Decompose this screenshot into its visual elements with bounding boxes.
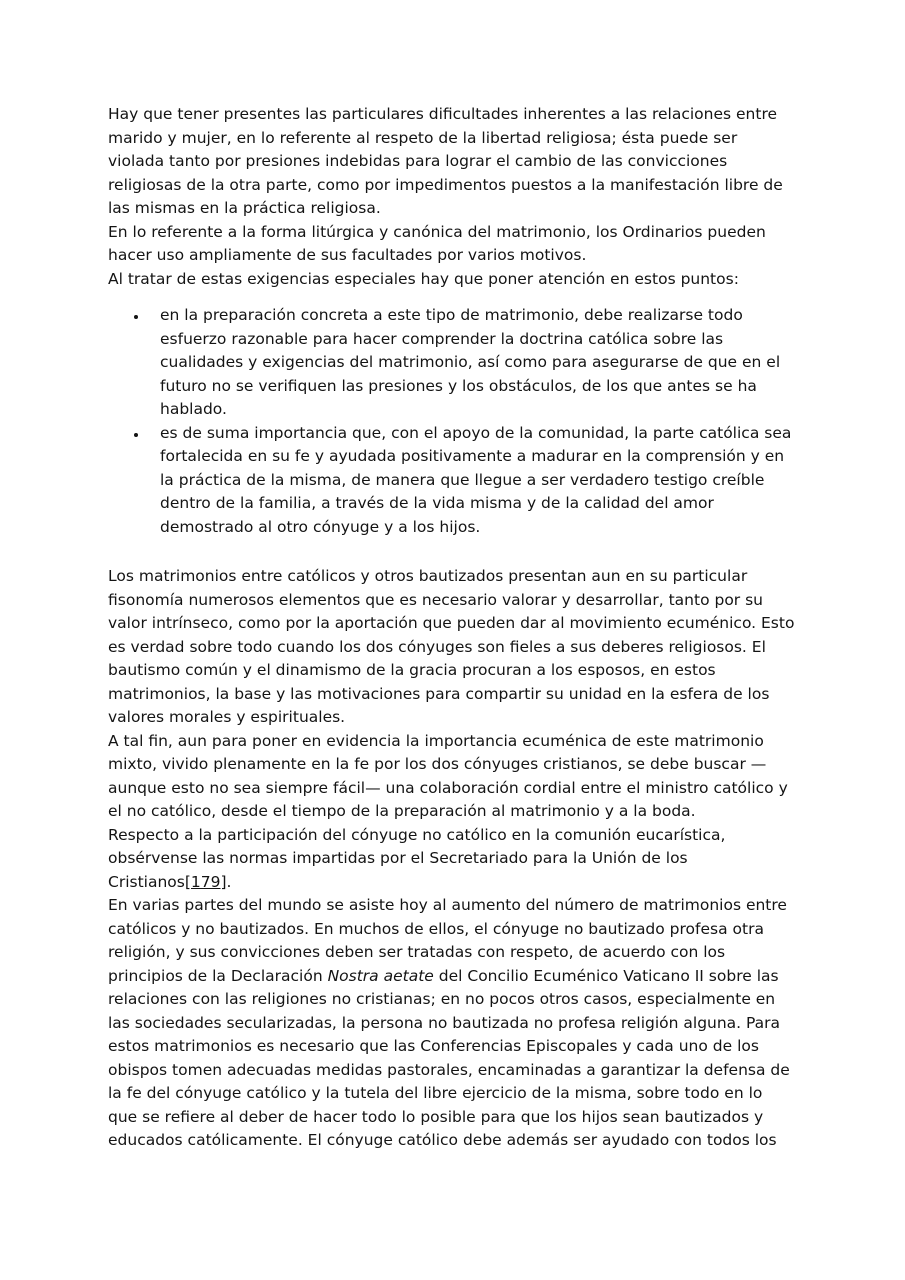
- paragraph-liturgical-form: En lo referente a la forma litúrgica y canónica del matrimonio, los Ordinarios pueden hacer uso ampliamente de sus facultades por varios motivos.: [108, 222, 766, 264]
- document-content: [108, 103, 795, 1153]
- list-item-preparation: • en la preparación concreta a este tipo de matrimonio, debe realizarse todo esfuerzo razonable para hacer comprender la doctrina católica sobre las cualidades y exigencias del matrimonio, así como para asegurarse de que en el futuro no se verifiquen las presiones y los obstáculos, de los que antes se ha hablado.: [148, 304, 795, 422]
- paragraph-non-baptized: [108, 894, 795, 1153]
- paragraph-mixed-marriages: Los matrimonios entre católicos y otros bautizados presentan aun en su particular fisonomía numerosos elementos que es necesario valorar y desarrollar, tanto por su valor intrínseco, como por la aportación que pueden dar al movimiento ecuménico. Esto es verdad sobre todo cuando los dos cónyuges son fieles a sus deberes religiosos. El bautismo común y el dinamismo de la gracia procuran a los esposos, en estos matrimonios, la base y las motivaciones para compartir su unidad en la esfera de los valores morales y espirituales.: [108, 567, 795, 726]
- paragraph-points-intro: Al tratar de estas exigencias especiales hay que poner atención en estos puntos:: [108, 269, 739, 288]
- footnote-paragraph-period: .: [226, 872, 232, 891]
- bullet-list: [108, 304, 795, 539]
- paragraph-difficulties: Hay que tener presentes las particulares dificultades inherentes a las relaciones entre marido y mujer, en lo referente al respeto de la libertad religiosa; ésta puede ser violada tanto por presiones indebidas para lograr el cambio de las convicciones religiosas de la otra parte, como por impedimentos puestos a la manifestación libre de las mismas en la práctica religiosa.: [108, 105, 783, 217]
- footnote-link-179[interactable]: [179]: [184, 872, 227, 891]
- non-baptized-text-start: En varias partes del mundo se asiste hoy al aumento del número de matrimonios entre católicos y no bautizados. En muchos de ellos, el cónyuge no bautizado profesa otra religión, y sus convicciones deben ser tratadas con respeto, de acuerdo con los principios de la Declaración: [108, 896, 787, 985]
- paragraph-eucharistic-communion: [108, 824, 795, 895]
- footnote-paragraph-text: Respecto a la participación del cónyuge no católico en la comunión eucarística, obsérvense las normas impartidas por el Secretariado para la Unión de los Cristianos: [108, 825, 726, 891]
- nostra-aetate-title: Nostra aetate: [327, 966, 434, 985]
- non-baptized-text-end: del Concilio Ecuménico Vaticano II sobre las relaciones con las religiones no cristianas; en no pocos otros casos, especialmente en las sociedades secularizadas, la persona no bautizada no profesa religión alguna. Para estos matrimonios es necesario que las Conferencias Episcopales y cada uno de los obispos tomen adecuadas medidas pastorales, encaminadas a garantizar la defensa de la fe del cónyuge católico y la tutela del libre ejercicio de la misma, sobre todo en lo que se refiere al deber de hacer todo lo posible para que los hijos sean bautizados y educados católicamente. El cónyuge católico debe además ser ayudado con todos los: [108, 966, 790, 1149]
- list-item-catholic-party: • es de suma importancia que, con el apoyo de la comunidad, la parte católica sea fortalecida en su fe y ayudada positivamente a madurar en la comprensión y en la práctica de la misma, de manera que llegue a ser verdadero testigo creíble dentro de la familia, a través de la vida misma y de la calidad del amor demostrado al otro cónyuge y a los hijos.: [148, 422, 795, 540]
- paragraph-ecumenical-collaboration: A tal fin, aun para poner en evidencia la importancia ecuménica de este matrimonio mixto, vivido plenamente en la fe por los dos cónyuges cristianos, se debe buscar —aunque esto no sea siempre fácil— una colaboración cordial entre el ministro católico y el no católico, desde el tiempo de la preparación al matrimonio y a la boda.: [108, 731, 788, 820]
